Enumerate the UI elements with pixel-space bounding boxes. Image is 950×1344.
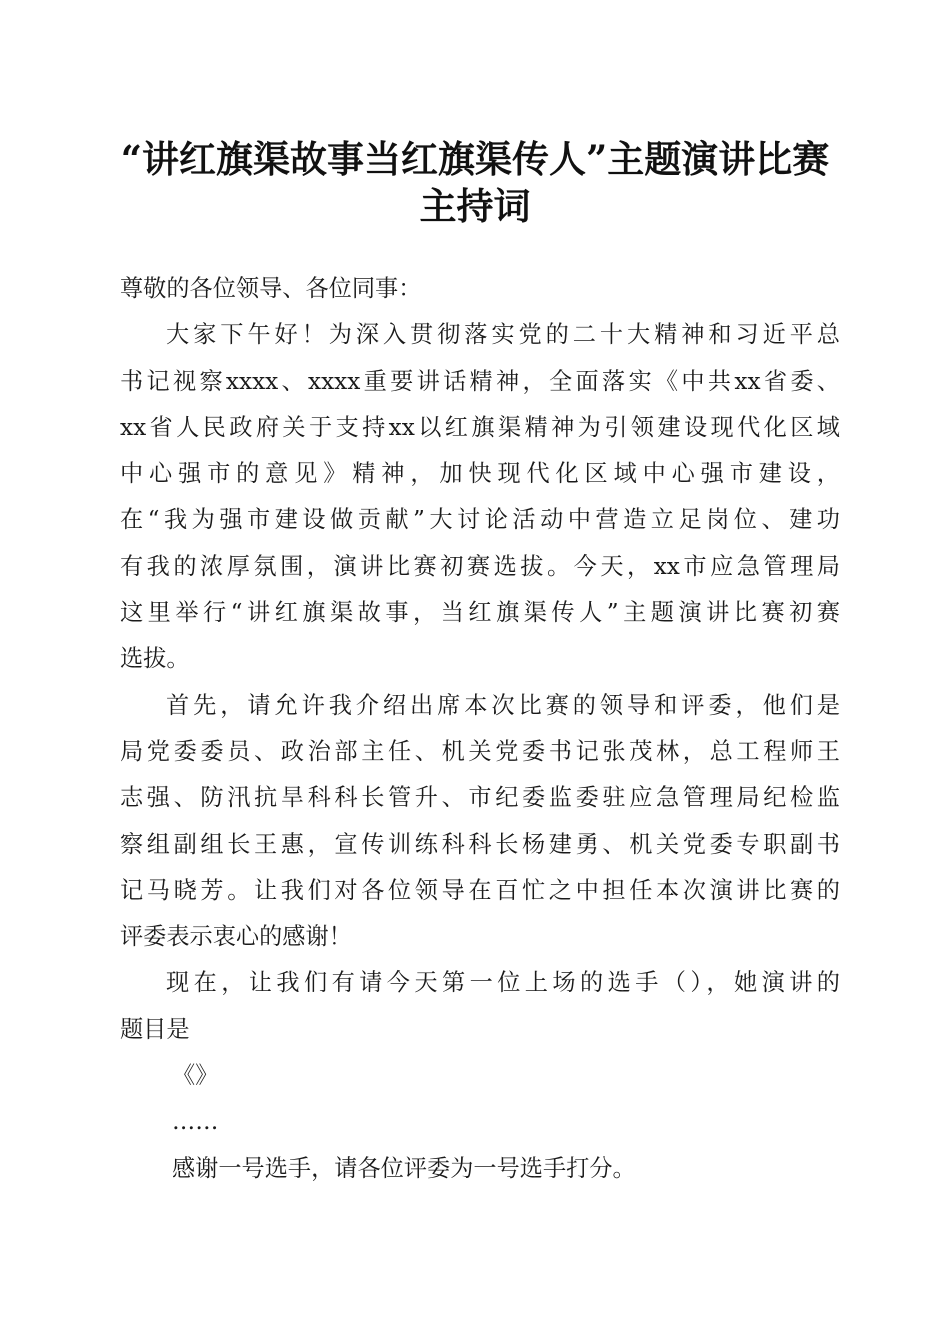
ellipsis: …… bbox=[172, 1108, 219, 1136]
title-line-2: 主持词 bbox=[419, 184, 531, 228]
paragraph-1-line: 选拔。 bbox=[120, 645, 190, 673]
salutation: 尊敬的各位领导、各位同事： bbox=[120, 275, 422, 302]
paragraph-2-line: 记马晓芳。让我们对各位领导在百忙之中担任本次演讲比赛的 bbox=[120, 876, 840, 904]
paragraph-1-line: 大家下午好！为深入贯彻落实党的二十大精神和习近平总 bbox=[166, 321, 840, 349]
paragraph-2-line: 评委表示衷心的感谢！ bbox=[120, 923, 352, 951]
paragraph-1-line: 书记视察xxxx、xxxx重要讲话精神，全面落实《中共xx省委、 bbox=[120, 367, 840, 395]
paragraph-1-line: 有我的浓厚氛围，演讲比赛初赛选拔。今天，xx市应急管理局 bbox=[120, 552, 840, 580]
speech-title-placeholder: 《》 bbox=[172, 1062, 219, 1090]
paragraph-2-line: 察组副组长王惠，宣传训练科科长杨建勇、机关党委专职副书 bbox=[120, 830, 840, 858]
paragraph-1-line: 中心强市的意见》精神，加快现代化区域中心强市建设， bbox=[120, 460, 840, 488]
paragraph-2-line: 首先，请允许我介绍出席本次比赛的领导和评委，他们是 bbox=[166, 691, 840, 719]
document-body bbox=[120, 266, 840, 1192]
paragraph-2-line: 志强、防汛抗旱科科长管升、市纪委监委驻应急管理局纪检监 bbox=[120, 784, 840, 812]
paragraph-1-line: xx省人民政府关于支持xx以红旗渠精神为引领建设现代化区域 bbox=[120, 413, 840, 441]
paragraph-2-line: 局党委委员、政治部主任、机关党委书记张茂林，总工程师王 bbox=[120, 737, 840, 765]
closing-line: 感谢一号选手，请各位评委为一号选手打分。 bbox=[172, 1154, 636, 1182]
title-line-1: “讲红旗渠故事当红旗渠传人”主题演讲比赛 bbox=[120, 137, 830, 181]
paragraph-1-line: 这里举行“讲红旗渠故事，当红旗渠传人”主题演讲比赛初赛 bbox=[120, 599, 840, 627]
paragraph-3-line: 题目是 bbox=[120, 1015, 190, 1043]
paragraph-1-line: 在“我为强市建设做贡献”大讨论活动中营造立足岗位、建功 bbox=[120, 506, 840, 534]
paragraph-3-line: 现在，让我们有请今天第一位上场的选手（），她演讲的 bbox=[166, 969, 840, 997]
